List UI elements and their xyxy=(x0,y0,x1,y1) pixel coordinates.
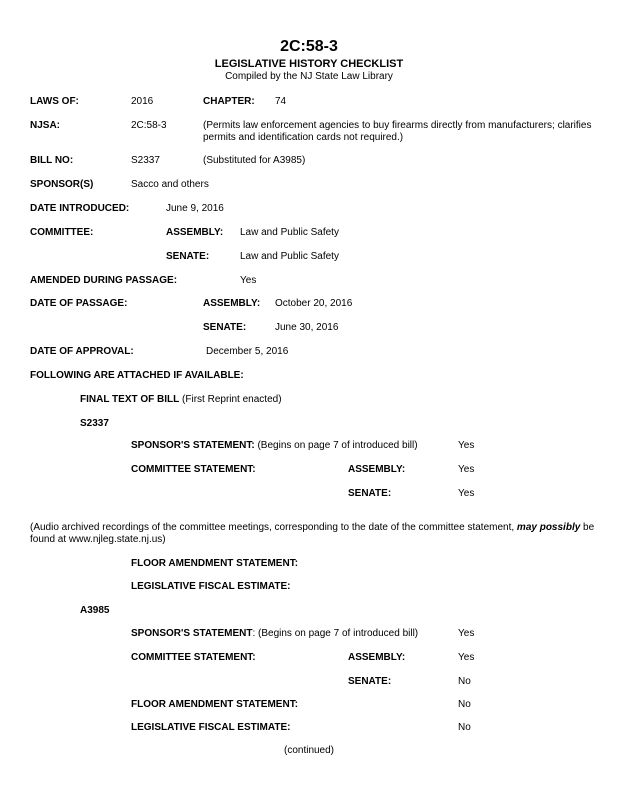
date-of-approval-value: December 5, 2016 xyxy=(206,346,289,357)
bill-no-label: BILL NO: xyxy=(30,155,74,166)
a3985-sponsors-statement-value: Yes xyxy=(458,628,475,639)
a3985-fiscal-estimate-label: LEGISLATIVE FISCAL ESTIMATE: xyxy=(131,722,291,733)
continued-note: (continued) xyxy=(283,745,335,756)
njsa-value: 2C:58-3 xyxy=(131,120,167,131)
committee-senate-value: Law and Public Safety xyxy=(240,251,339,262)
s2337-senate-label: SENATE: xyxy=(348,488,392,499)
audio-note-text-before: (Audio archived recordings of the committee meetings, corresponding to the date of the committee statement, xyxy=(30,522,517,533)
date-of-passage-label: DATE OF PASSAGE: xyxy=(30,298,128,309)
a3985-assembly-value: Yes xyxy=(458,652,475,663)
a3985-sponsors-statement-line xyxy=(131,628,418,640)
committee-label: COMMITTEE: xyxy=(30,227,94,238)
s2337-committee-statement-label: COMMITTEE STATEMENT: xyxy=(131,464,256,475)
final-text-label: FINAL TEXT OF BILL xyxy=(80,394,180,405)
bill-no-value: S2337 xyxy=(131,155,160,166)
laws-of-label: LAWS OF: xyxy=(30,96,79,107)
a3985-sponsors-statement-note: : (Begins on page 7 of introduced bill) xyxy=(252,628,419,639)
committee-senate-label: SENATE: xyxy=(166,251,210,262)
s2337-floor-amendment-label: FLOOR AMENDMENT STATEMENT: xyxy=(131,558,299,569)
committee-assembly-label: ASSEMBLY: xyxy=(166,227,224,238)
njsa-description: (Permits law enforcement agencies to buy firearms directly from manufacturers; clarifies permits and identification cards not required.) xyxy=(203,120,592,143)
s2337-sponsors-statement-label: SPONSOR'S STATEMENT: xyxy=(131,440,255,451)
a3985-fiscal-estimate-value: No xyxy=(458,722,471,733)
a3985-senate-label: SENATE: xyxy=(348,676,392,687)
s2337-sponsors-statement-value: Yes xyxy=(458,440,475,451)
document-code: 2C:58-3 xyxy=(280,38,338,55)
bill-no-note: (Substituted for A3985) xyxy=(203,155,306,166)
a3985-senate-value: No xyxy=(458,676,471,687)
document-subtitle: Compiled by the NJ State Law Library xyxy=(225,71,393,82)
s2337-sponsors-statement-note: (Begins on page 7 of introduced bill) xyxy=(257,440,418,451)
date-introduced-value: June 9, 2016 xyxy=(166,203,224,214)
s2337-senate-value: Yes xyxy=(458,488,475,499)
passage-senate-value: June 30, 2016 xyxy=(275,322,339,333)
chapter-label: CHAPTER: xyxy=(203,96,255,107)
final-text-line xyxy=(80,394,282,406)
audio-note-emphasis: may possibly xyxy=(516,522,581,533)
chapter-value: 74 xyxy=(275,96,287,107)
passage-senate-label: SENATE: xyxy=(203,322,247,333)
passage-assembly-label: ASSEMBLY: xyxy=(203,298,261,309)
a3985-committee-statement-label: COMMITTEE STATEMENT: xyxy=(131,652,256,663)
a3985-assembly-label: ASSEMBLY: xyxy=(348,652,406,663)
sponsors-label: SPONSOR(S) xyxy=(30,179,94,190)
committee-assembly-value: Law and Public Safety xyxy=(240,227,339,238)
amended-label: AMENDED DURING PASSAGE: xyxy=(30,275,178,286)
final-text-note: (First Reprint enacted) xyxy=(182,394,282,405)
s2337-assembly-value: Yes xyxy=(458,464,475,475)
date-of-approval-label: DATE OF APPROVAL: xyxy=(30,346,134,357)
laws-of-value: 2016 xyxy=(131,96,154,107)
attached-heading: FOLLOWING ARE ATTACHED IF AVAILABLE: xyxy=(30,370,244,381)
document-title: LEGISLATIVE HISTORY CHECKLIST xyxy=(214,58,404,70)
audio-note xyxy=(30,522,608,546)
s2337-heading: S2337 xyxy=(80,418,109,429)
njsa-label: NJSA: xyxy=(30,120,61,131)
s2337-sponsors-statement-line xyxy=(131,440,418,452)
a3985-floor-amendment-label: FLOOR AMENDMENT STATEMENT: xyxy=(131,699,299,710)
amended-value: Yes xyxy=(240,275,257,286)
date-introduced-label: DATE INTRODUCED: xyxy=(30,203,130,214)
a3985-heading: A3985 xyxy=(80,605,110,616)
a3985-floor-amendment-value: No xyxy=(458,699,471,710)
sponsors-value: Sacco and others xyxy=(131,179,209,190)
audio-note-text-after: be found at www.njleg.state.nj.us) xyxy=(30,522,595,545)
passage-assembly-value: October 20, 2016 xyxy=(275,298,353,309)
a3985-sponsors-statement-label: SPONSOR'S STATEMENT xyxy=(131,628,253,639)
s2337-fiscal-estimate-label: LEGISLATIVE FISCAL ESTIMATE: xyxy=(131,581,291,592)
s2337-assembly-label: ASSEMBLY: xyxy=(348,464,406,475)
